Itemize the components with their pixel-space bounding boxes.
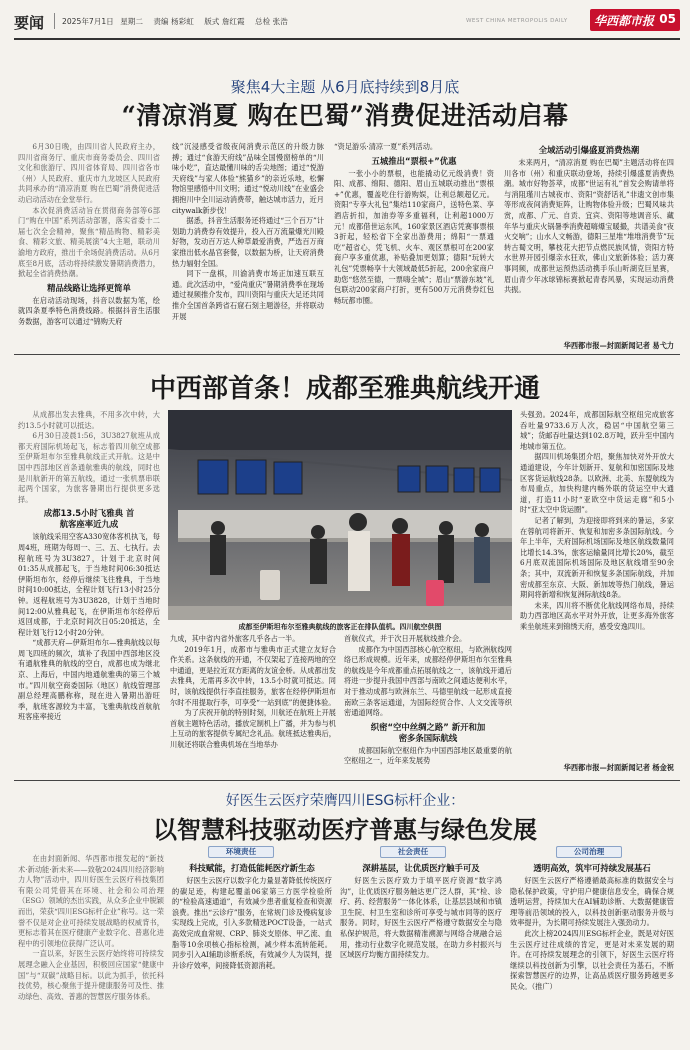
departure-screen [426, 466, 448, 492]
departure-screen [274, 462, 302, 494]
story1-column-3 [334, 142, 494, 338]
editor-credit: 责编 杨彩虹 [153, 17, 194, 26]
story3-column-3 [340, 860, 502, 1042]
story2-paragraph: 未来，四川将不断优化航线网络布局，持续助力西部地区高水平对外开放，让更多海外旅客乘坐航班来到锦绣天府，感受安逸四川。 [520, 600, 674, 631]
luggage [426, 580, 444, 606]
departure-screen [198, 460, 228, 494]
story1-paragraph: 据悉，抖音生活服务还将通过“三个百万”计划助力消费券有效提升，投入百万流量爆光川殿好物，发动百万达人种草最爱消费，严选百万商家推出低水晶官套餐，以数据为桥，让天府消费热力辐射全国。 [172, 216, 324, 268]
story2-paragraph: 成都国际航空枢纽作为中国西部地区最重要的航空枢纽之一，近年来发展势 [344, 745, 512, 766]
story3-column-1 [18, 854, 164, 1042]
story3-headline: 以智慧科技驱动医疗普惠与绿色发展 [153, 815, 537, 844]
governance-tag: 公司治理 [556, 846, 622, 858]
masthead-divider [54, 13, 55, 29]
story2-paragraph: “成都天府—伊斯坦布尔—雅典航线以每周飞四班的频次，填补了我国中西部地区没有通航雅典的航线的空白，成都也成为继北京、上海后，中国内地通航雅典的第三个城市。”四川航空商委国际（地区）航线管理部副总经理高鹏称称，现在进入暑期出游旺季，航班客源较为丰富，飞雅典航线首航航班客座率接近 [18, 638, 160, 722]
proof-credit: 总检 张浩 [255, 17, 288, 26]
story2-subhead-1: 成都13.5小时飞雅典 首航客座率近九成 [43, 508, 135, 530]
english-title: WEST CHINA METROPOLIS DAILY [466, 18, 568, 24]
masthead [0, 0, 690, 40]
luggage [260, 570, 280, 600]
story3-lead: 在由封面新闻、华西都市报发起的“新技术·新动能·新未来——致敬2024四川经济影响力人物”活动中，四川好医生云医疗科技集团有限公司凭借其在环境、社会和公司治理（ESG）领域的杰出实践，从众多企业中脱颖而出，荣获“四川ESG标杆企业”称号。这一荣誉不仅是对企业可持续发展战略的权威背书，更标志着其在医疗健康产业数字化、普惠化进程中的引领地位获得广泛认可。 [18, 854, 164, 948]
story2-column-2 [170, 634, 336, 770]
story3-subhead-2: 深耕基层，让优质医疗触手可及 [362, 863, 480, 873]
story2-column-4 [520, 410, 674, 760]
social-tag: 社会责任 [380, 846, 446, 858]
issue-weekday: 星期二 [120, 17, 143, 26]
photo-caption: 成都至伊斯坦布尔至雅典航线的旅客正在排队值机。四川航空供图 [238, 623, 442, 631]
newspaper-logo: 华西都市报 [594, 14, 655, 28]
masthead-rule [14, 38, 680, 40]
story1-subhead-2: 五城推出“票根+”优惠 [371, 155, 457, 166]
story2-paragraph: 为了庆祝开航的特别时刻，川航还在航班上开展首航主题特色活动，播放定制机上广播，并为参与机上互动的旅客提供专属纪念礼品。航班抵达雅典后，川航还将联合雅典机场在当地举办 [170, 708, 336, 749]
layout-credit: 版式 詹红霞 [204, 17, 245, 26]
story3-lead-2: 一直以来，好医生云医疗始终将可持续发展理念融入企业基因，积极回应国家“健康中国”与“双碳”战略目标。以此为抓手，依托科技优势，核心聚焦于提升健康服务可及性、推动绿色、高效、普惠的智慧医疗服务体系。 [18, 949, 164, 1001]
story1-paragraph: 同下一盘棋，川渝消费市场正加速互联互通。此次活动中，“爱尚重庆”暑期消费季在现场通过视频推介发布，四川资阳与重庆大足还共同推介全国首条跨省石窟石刻主题游径，并将联动开展 [172, 269, 324, 321]
departure-screen [480, 468, 500, 492]
story2-paragraph: 成都作为中国西部核心航空枢纽，与欧洲航线网络已形成规模。近年来，成都经停伊斯坦布尔至雅典的航线是今年成都重点拓展航线之一，该航线开通后将进一步提升我国中西部与南欧之间通达便利水平，对于推动成都与欧洲东兰、马德里航线一起形成直接南欧三条客运通道，为国际经贸合作、人文交流等织密通道网络。 [344, 644, 512, 718]
story1-paragraph: 一张小小的票根，也能撬动亿元级消费！资阳、成都、绵阳、德阳、眉山五城联动推出“票根+”优惠，覆盖吃住行游购娱，让利总额超亿元。资阳“专享大礼包”集结110家商户，送特色菜、享酒店折扣，加油券等多重福利，让利超1000万元！成都借世运东风，160家景区酒店凭赛事票根3折起，轻松省下全家出游费用；绵阳“一票通吃”超省心，凭飞机、火车、观区票根可在200家商户享多重优惠，补贴叠加更划算；德阳“玩转大礼包”凭票畅享十大领域最低5折起，200余家商户助您“悠然至德，一票嗨全城”；眉山“票游东坡”礼包联动200家商户打折，更有500万元消费券红包畅玩都市圈。 [334, 168, 494, 305]
story2-paragraph: 该航线采用空客A330宽体客机执飞，每周4班，班期为每周一、三、五、七执行。去程航班号为3U3827，计划于北京时间01:35从成都起飞，于当地时间06:30抵达伊斯坦布尔，经停后继续飞往雅典，于当地时间10:00抵达，全程计划飞行13小时25分钟。返程航班号为3U3828，计划于当地时间12:00从雅典起飞，在伊斯坦布尔经停后返回成都，于北京时间次日05:20抵达，全程计划飞行12小时20分钟。 [18, 532, 160, 637]
story1-subhead-1: 精品线路让选择更简单 [47, 282, 131, 293]
terminal-scene-graphic [168, 410, 512, 620]
story3-column-2 [172, 860, 332, 1042]
departure-screen [236, 460, 266, 494]
story2-column-1 [18, 410, 160, 770]
story2-paragraph: 2019年1月，成都市与雅典市正式建立友好合作关系。这条航线的开通，不仅架起了连接两地的空中通道，更是拉近双方距离的友谊金桥。从成都出发去雅典，无需再多次中转，13.5小时就可抵达。同时，该航线提供行李直挂服务，旅客在经停伊斯坦布尔时不用提取行李，可享受“一站到底”的便捷体验。 [170, 644, 336, 707]
section-label: 要闻 [14, 14, 45, 32]
story1-paragraph: 线”沉浸感受省级夜间消费示范区的升级力脉搏；通过“食游天府线”品味全国慢窗榜单的“川味小吃”，直达最懂川味的舌尖地图；通过“悦游天府线”与家人体验“熊猫乡”的亲近乐地，松懈物馆里感悟中川文明；通过“悦动川线”在业盛会拥抱川中全川运动消费带，触达城市活力，近月citywalk新步伐！ [172, 142, 324, 215]
story2-paragraph: 记者了解到，为迎接即将到来的暑运，多家在蓉航司将新开、恢复和加密多条国际航线。今年上半年，天府国际机场国际及地区航线数量同比增长14.3%，旅客运输量同比增长20%，截至6月底双流国际机场国际及地区航线增至90余条；其中，双流新开和恢复多条国际航线，并加密成都至东京、大阪、新加坡等热门航线，暑运期间将新增和恢复洲际航线8条。 [520, 515, 674, 600]
checkin-counter [178, 510, 512, 540]
story1-paragraph: “资足游乐·清凉一夏”系列活动。 [334, 142, 438, 151]
story2-byline: 华西都市报—封面新闻记者 杨金祝 [563, 763, 674, 772]
story1-lead: 6月30日晚，由四川省人民政府主办，四川省商务厅、重庆市商务委员会、四川省文化和旅游厅、四川省体育局、四川省各市（州）人民政府、重庆市九龙坡区人民政府共同承办的“清凉消夏 购在巴蜀”消费促进活动启动活动在金堂举行。 [18, 142, 160, 204]
story1-headline: “清凉消夏 购在巴蜀”消费促进活动启幕 [121, 101, 569, 130]
story1-column-2 [172, 142, 324, 338]
story3-paragraph: 此次上榜2024四川ESG标杆企业，既是对好医生云医疗过往成绩的肯定，更是对未来发展的期许。在可持续发展理念的引领下，好医生云医疗将继续以科技创新为引擎，以社会责任为基石，不断探索智慧医疗的边界，让高品质医疗服务跨越更多民众。（推广） [510, 928, 674, 991]
story2-subhead-2: 织密“空中丝绸之路” 新开和加密多条国际航线 [370, 721, 486, 743]
masthead-meta [62, 16, 288, 27]
story3-paragraph: 好医生云医疗严格遵循最高标准的数据安全与隐私保护政策，守护用户健康信息安全，确保合规透明运营，持续加大在AI辅助诊断、大数据健康管理等前沿领域的投入，以科技创新驱动服务升级与效率提升，为长期可持续发展注入强劲动力。 [510, 876, 674, 928]
story2-paragraph: 头强劲。2024年，成都国际航空枢纽完成旅客吞吐量9733.6万人次，稳居“中国航空第三城”；货邮吞吐量达到102.8万吨，跃升至中国内地城市第五位。 [520, 410, 674, 451]
story2-column-3 [344, 634, 512, 770]
story3-paragraph: 好医生云医疗以数字化力量显著降低传统医疗的碳足迹，构建起覆盖06家第三方医学检验所的“检验高速通道”，有效减少患者重复检查和资源浪费。推出“云诊疗”服务，在常规门诊及慢病复诊实现线上完成，引入多款精选POCT设备，一站式高效完成血常规、CRP、肺炎支原体、甲乙流、血脂等10余项核心指标检测，减少样本流转能耗。同步引入AI辅助诊断系统，有效减少人为误判，提升诊疗效率，间接降低资源消耗。 [172, 876, 332, 970]
section-divider [14, 780, 680, 781]
story2-paragraph: 据四川机场集团介绍，聚焦加快对外开放大通道建设，今年计划新开、复航和加密国际及地区客货运航线28条。以欧洲、北美、东盟航线为布局重点，加快构建内畅外联的货运空中大通道，打造11小时“亚欧空中货运走廊”和5小时“亚太空中货运圈”。 [520, 452, 674, 515]
story2-paragraph: 九成，其中省内省外旅客几乎各占一半。 [170, 634, 300, 643]
story3-kicker: 好医生云医疗荣膺四川ESG标杆企业： [225, 793, 465, 809]
story1-kicker: 聚焦4大主题 从6月底持续到8月底 [230, 78, 460, 96]
story1-paragraph: 在启动活动现场，抖音以数据为笔，绘就四条夏季特色消费线路。根据抖音生活服务数据，游客可以通过“锦购天府 [18, 295, 160, 326]
issue-date: 2025年7月1日 [62, 17, 114, 26]
departure-screen [398, 466, 420, 492]
story1-paragraph: 未来两月，“清凉消夏 购在巴蜀”主题活动将在四川各市（州）和重庆联动登场，持续引爆盛夏消费热潮。城市好物荟萃，成都“世运有礼”首发会购请单将与消阻瑾川古城夜市、资阳“资舒话礼”非遗文创市集等形成夜间消费矩阵，让购物体验升级；巴蜀风味共赏，成都、广元、自贡、宜宾、资阳等地调音乐、藏年华与重庆火锅暑季消费超嗨爆宝暖撮，共谱美食“夜火交响”；山水人文畅游，德阳三星堆“堆堆消费节”玩转古蜀文明，攀枝花大把节点燃民族风情，资阳方特水世界开园引爆亲水狂欢，佛山文旅新体验；活力赛事同频，成都世运预热活动携手乐山听湖克巨星赛，眉山青少年冰球锦标赛掀起青春风暴，实现运动消费共振。 [504, 158, 674, 295]
story1-column-4 [504, 142, 674, 338]
story2-paragraph: 首航仪式，并于次日开展航线推介会。 [344, 634, 467, 643]
logo-block [590, 9, 680, 31]
story1-byline: 华西都市报—封面新闻记者 易弋力 [563, 341, 674, 350]
story3-paragraph: 好医生云医疗致力于填平医疗资源“数字鸿沟”，让优质医疗服务触达更广泛人群，其“检、诊疗、药、经营服务”一体化体系，让基层县域和市镇卫生院、村卫生室和诊所可享受与城市同等的医疗服务。同时，好医生云医疗严格遵守数据安全与隐私保护规范，将大数据精准溯源与网络合规融合运用，推动行业数字化规范发展，在助力乡村振兴与区域医疗均衡方面持续发力。 [340, 876, 502, 960]
story1-column-1 [18, 142, 160, 338]
page-number: 05 [659, 12, 676, 26]
environment-tag: 环境责任 [208, 846, 274, 858]
story3-subhead-1: 科技赋能，打造低能耗医疗新生态 [189, 863, 315, 873]
story3-column-4 [510, 860, 674, 1042]
story2-headline: 中西部首条！成都至雅典航线开通 [149, 374, 540, 404]
story3-subhead-3: 透明高效，筑牢可持续发展基石 [533, 863, 651, 873]
story2-lead-2: 6月30日凌晨1:56，3U3827航班从成都天府国际机场起飞，标志着四川航空成都至伊斯坦布尔至雅典航线正式开航。这是中国中西部地区首条通航雅典的航线，同时也是川航新开的第五航线，通过一张机票串联起两个国家，为旅客暑期出行提供更多选择。 [18, 431, 160, 504]
airport-checkin-photo [168, 410, 512, 620]
story1-lead-2: 本次促消费活动旨在贯彻商务部等6部门“购在中国”系列活动部署，落实省委十二届七次全会精神，聚焦“精品购物、精彩美食、精彩文旅、精美展演”4大主题，联动川渝地方政府，推出千余场促消费活动。从6月底至8月底，活动将持续激发暑期消费潜力，掀起全省消费热潮。 [18, 205, 160, 279]
story1-subhead-3: 全域活动引爆盛夏消费热潮 [538, 145, 640, 155]
departure-screen [454, 468, 474, 492]
section-divider [14, 354, 680, 355]
story2-lead: 从成都出发去雅典，不用多次中转，大约13.5小时就可以抵达。 [18, 410, 160, 430]
